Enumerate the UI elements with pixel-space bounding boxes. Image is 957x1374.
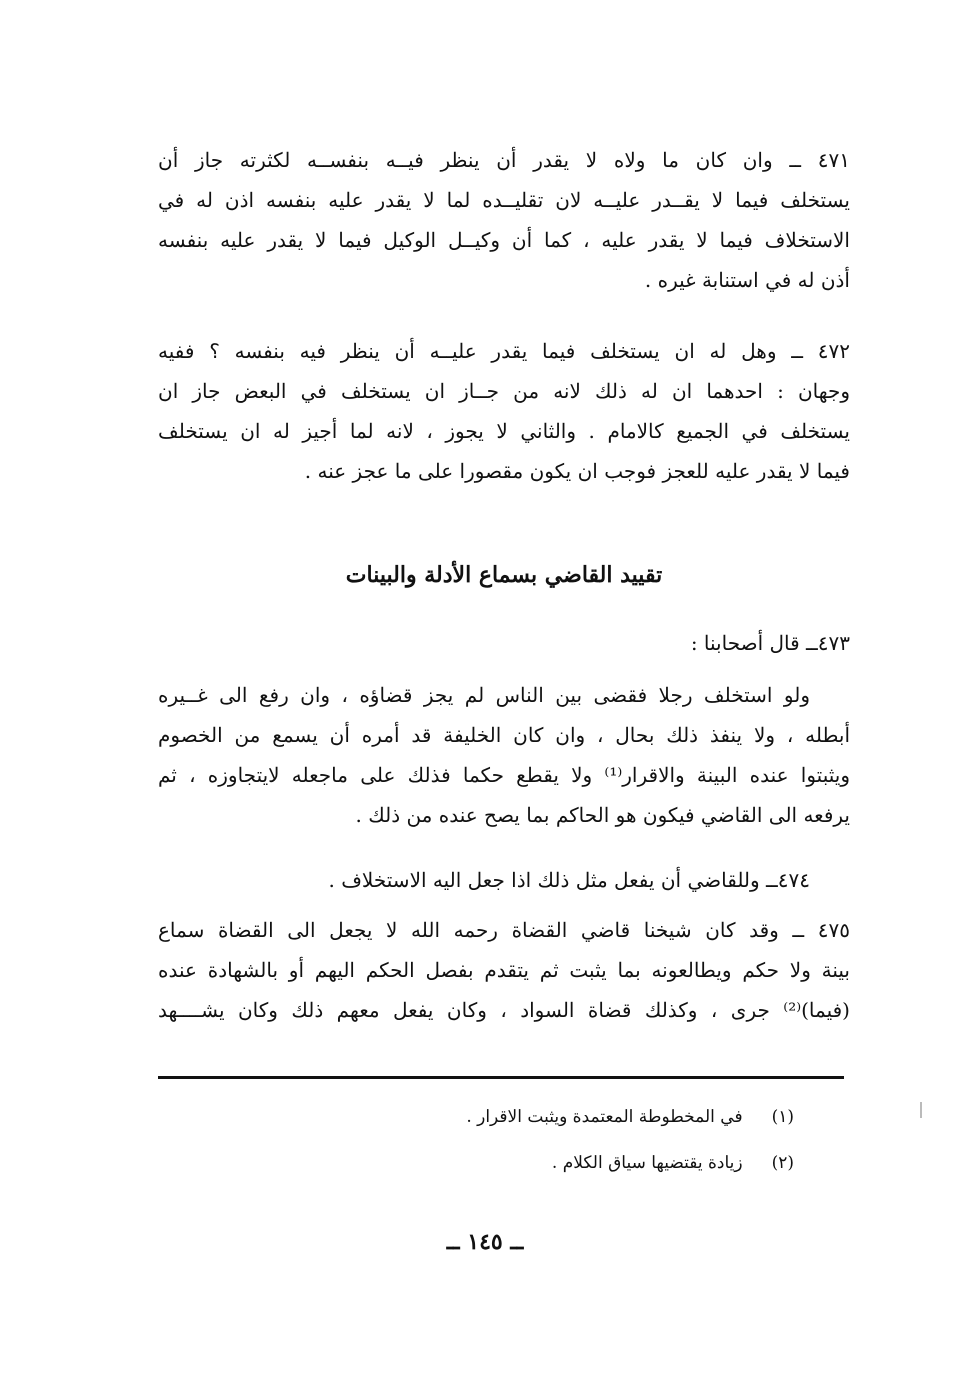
text-line: يستخلف في الجميع كالامام . والثاني لا يجوز ، لانه لما أجيز له ان يستخلف xyxy=(158,419,850,443)
text-line: ويثبتوا عنده البينة والاقرار⁽¹⁾ ولا يقطع حكما فذلك على ماجعله لايتجاوزه ، ثم xyxy=(158,763,850,787)
text-line: ٤٧٤ــ وللقاضي أن يفعل مثل ذلك اذا جعل اليه الاستخلاف . xyxy=(328,868,810,892)
paragraph-474 xyxy=(158,860,850,900)
text-line: ٤٧٣ــ قال أصحابنا : xyxy=(690,631,850,655)
text-line: ٤٧٢ ــ وهل له ان يستخلف فيما يقدر عليــه أن ينظر فيه بنفسه ؟ ففيه xyxy=(158,339,850,363)
margin-mark xyxy=(920,1102,922,1118)
text-line: وجهان : احدهما ان له ذلك لانه من جــاز ان يستخلف في البعض جاز ان xyxy=(158,379,850,403)
text-line: يستخلف فيما لا يقــدر عليــه لان تقليــده لما لا يقدر عليه بنفسه اذن له في xyxy=(158,188,850,212)
text-line: أذن له في استنابة غيره . xyxy=(644,268,850,292)
footnote-text: زيادة يقتضيها سياق الكلام . xyxy=(551,1153,743,1173)
footnote-number: (١) xyxy=(771,1107,794,1127)
footnote-number: (٢) xyxy=(771,1153,794,1173)
text-line: ولو استخلف رجلا فقضى بين الناس لم يجز قضاؤه ، وان رفع الى غــيره xyxy=(158,683,810,707)
text-line: فيما لا يقدر عليه للعجز فوجب ان يكون مقصورا على ما عجز عنه . xyxy=(304,459,850,483)
text-line: بينة ولا حكم ويطالعونه بما يثبت ثم يتقدم بفصل الحكم اليهم أو بالشهادة عنده xyxy=(158,958,850,982)
text-line: ٤٧١ ــ وان كان ما ولاه لا يقدر أن ينظر فيــه بنفســه لكثرته جاز أن xyxy=(158,148,850,172)
section-heading: تقييد القاضي بسماع الأدلة والبينات xyxy=(345,562,663,588)
text-line: (فيما)⁽²⁾ جرى ، وكذلك قضاة السواد ، وكان يفعل معهم ذلك وكان يشــــهد xyxy=(158,998,850,1022)
text-line: يرفعه الى القاضي فيكون هو الحاكم بما يصح عنده من ذلك . xyxy=(355,803,850,827)
text-line: أبطله ، ولا ينفذ ذلك بحال ، وان كان الخليفة قد أمره أن يسمع من الخصوم xyxy=(158,723,850,747)
text-line: ٤٧٥ ــ وقد كان شيخنا قاضي القضاة رحمه الله لا يجعل الى القضاة سماع xyxy=(158,918,850,942)
footnote-1 xyxy=(158,1102,794,1132)
page-number: ــ ١٤٥ ــ xyxy=(446,1229,524,1255)
paragraph-472 xyxy=(158,331,850,491)
paragraph-473-body xyxy=(158,675,850,835)
footnote-text: في المخطوطة المعتمدة ويثبت الاقرار . xyxy=(466,1107,743,1127)
text-line: الاستخلاف فيما لا يقدر عليه ، كما أن وكيــل الوكيل فيما لا يقدر عليه بنفسه xyxy=(158,228,850,252)
paragraph-471 xyxy=(158,140,850,300)
footnote-divider xyxy=(158,1076,844,1079)
paragraph-475 xyxy=(158,910,850,1030)
paragraph-473-intro xyxy=(158,623,850,663)
footnote-2 xyxy=(158,1148,794,1178)
